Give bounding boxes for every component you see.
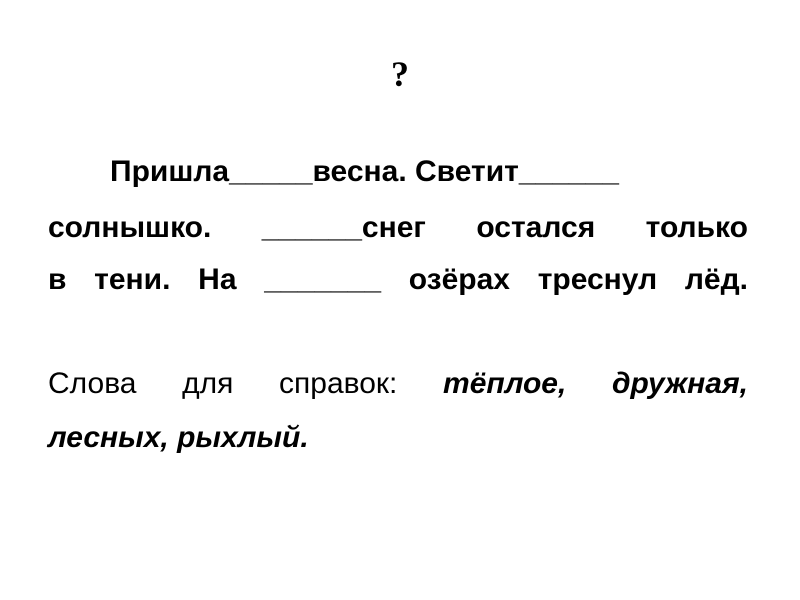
word-bank-words-1: тёплое, дружная,	[443, 367, 748, 400]
exercise-line-1: Пришла_____весна. Светит______	[110, 155, 619, 188]
slide-title: ?	[391, 54, 409, 94]
exercise-line-2: солнышко. ______снег остался только	[48, 211, 748, 244]
word-bank-words-2: лесных, рыхлый.	[48, 421, 309, 454]
word-bank-row-1	[48, 362, 748, 406]
word-bank-row-2	[48, 416, 309, 460]
word-bank-label: Слова для справок:	[48, 367, 398, 400]
exercise-line-3: в тени. На _______ озёрах треснул лёд.	[48, 263, 748, 296]
